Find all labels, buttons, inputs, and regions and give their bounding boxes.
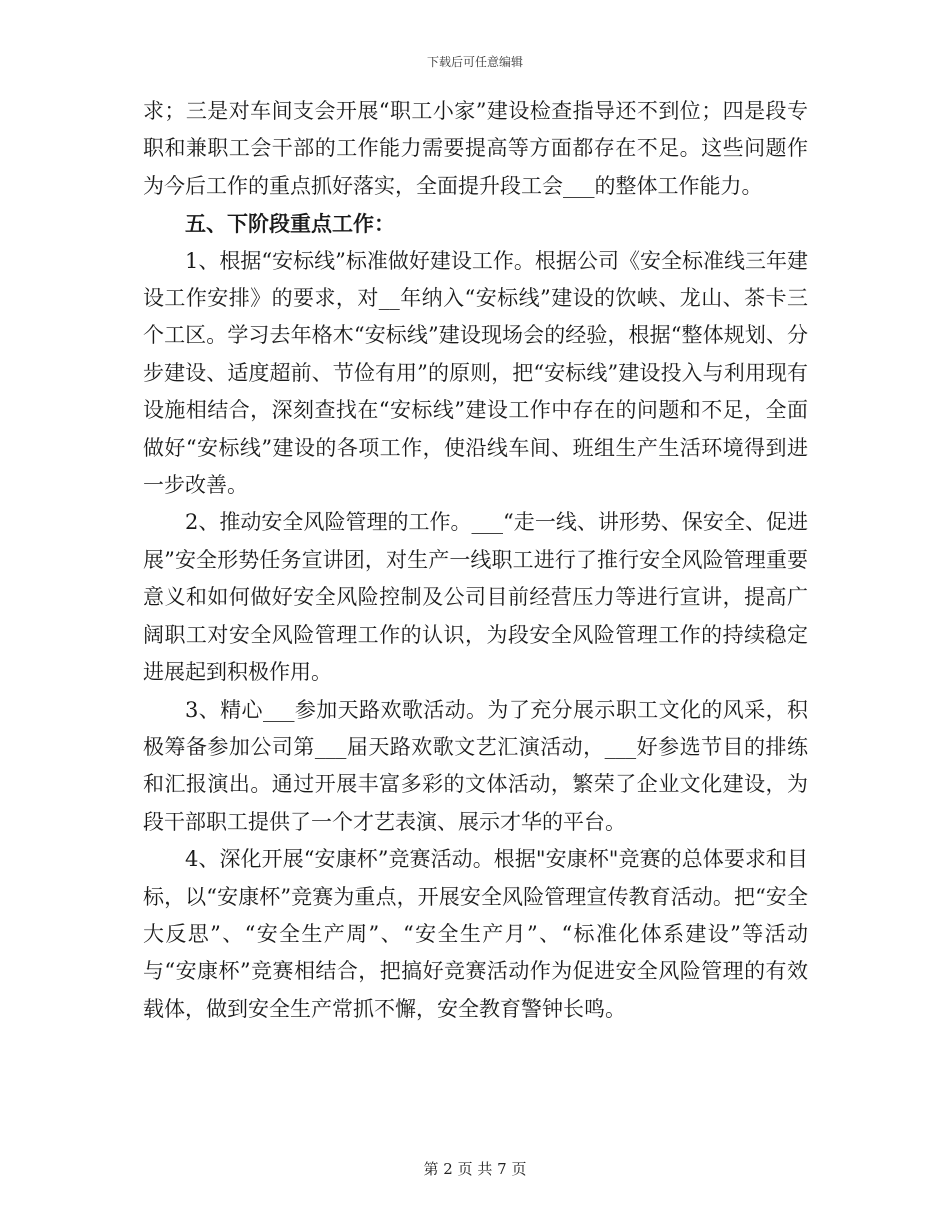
section-heading: 五、下阶段重点工作：	[185, 211, 395, 237]
paragraph-item-2: 2、推动安全风险管理的工作。___“走一线、讲形势、保安全、促进展”安全形势任务宣讲团，对生产一线职工进行了推行安全风险管理重要意义和如何做好安全风险控制及公司目前经营压力等进行宣讲，提高广阔职工对安全风险管理工作的认识，为段安全风险管理工作的持续稳定进展起到积极作用。	[143, 510, 808, 685]
document-body	[143, 93, 808, 1028]
paragraph-continuation: 求；三是对车间支会开展“职工小家”建设检查指导还不到位；四是段专职和兼职工会干部的工作能力需要提高等方面都存在不足。这些问题作为今后工作的重点抓好落实，全面提升段工会___的整体工作能力。	[143, 99, 808, 198]
paragraph-item-3: 3、精心___参加天路欢歌活动。为了充分展示职工文化的风采，积极筹备参加公司第___届天路欢歌文艺汇演活动，___好参选节目的排练和汇报演出。通过开展丰富多彩的文体活动，繁荣了企业文化建设，为段干部职工提供了一个才艺表演、展示才华的平台。	[143, 697, 808, 834]
paragraph-item-4: 4、深化开展“安康杯”竞赛活动。根据"安康杯"竞赛的总体要求和目标，以“安康杯”竞赛为重点，开展安全风险管理宣传教育活动。把“安全大反思”、“安全生产周”、“安全生产月”、“标准化体系建设”等活动与“安康杯”竞赛相结合，把搞好竞赛活动作为促进安全风险管理的有效载体，做到安全生产常抓不懈，安全教育警钟长鸣。	[143, 847, 808, 1021]
page-header: 下载后可任意编辑	[426, 55, 523, 69]
paragraph-item-1: 1、根据“安标线”标准做好建设工作。根据公司《安全标准线三年建设工作安排》的要求，对__年纳入“安标线”建设的饮峡、龙山、茶卡三个工区。学习去年格木“安标线”建设现场会的经验，根据“整体规划、分步建设、适度超前、节俭有用”的原则，把“安标线”建设投入与利用现有设施相结合，深刻查找在“安标线”建设工作中存在的问题和不足，全面做好“安标线”建设的各项工作，使沿线车间、班组生产生活环境得到进一步改善。	[143, 248, 808, 498]
page-number: 第 2 页 共 7 页	[423, 1160, 527, 1178]
